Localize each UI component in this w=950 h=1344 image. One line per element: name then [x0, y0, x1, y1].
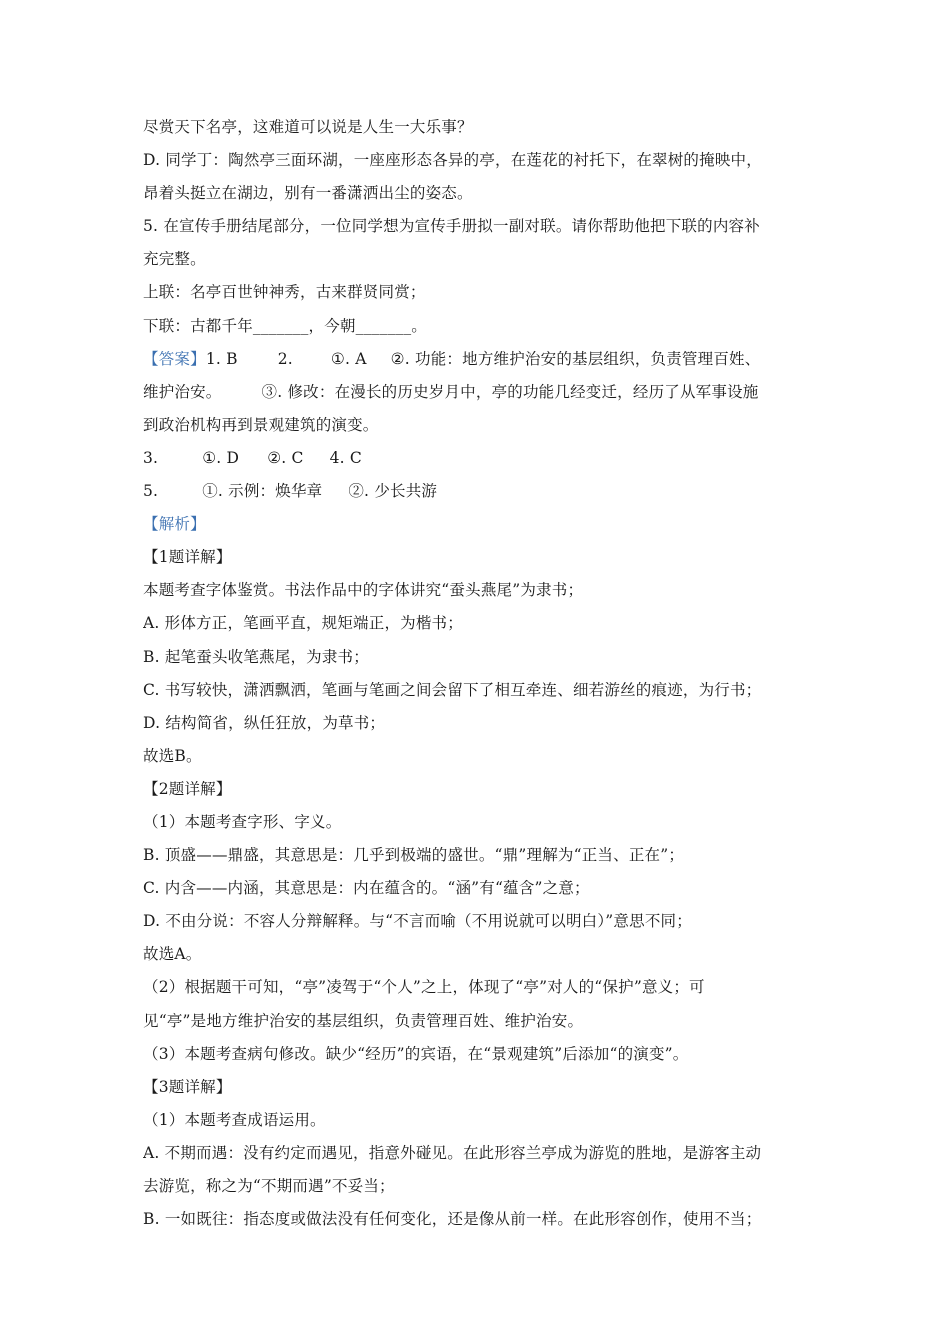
answer-item: ②. 功能：地方维护治安的基层组织，负责管理百姓、	[390, 349, 761, 368]
text-line: 【1题详解】	[143, 548, 232, 567]
answer-item: 2.	[277, 349, 293, 368]
answer-line-1	[143, 343, 813, 376]
analysis-tag: 【解析】	[143, 515, 206, 534]
answer-item: ①. A	[330, 349, 367, 368]
answer-line-3: 到政治机构再到景观建筑的演变。	[143, 415, 379, 434]
text-line: A. 形体方正，笔画平直，规矩端正，为楷书；	[143, 614, 463, 633]
answer-item: ②. C	[267, 448, 304, 467]
text-line: B. 起笔蚕头收笔燕尾，为隶书；	[143, 647, 369, 666]
answer-line-4	[143, 442, 813, 475]
answer-tag: 【答案】	[143, 349, 206, 368]
answer-line-5	[143, 475, 813, 508]
text-line: 见“亭”是地方维护治安的基层组织，负责管理百姓、维护治安。	[143, 1011, 584, 1030]
answer-item: 维护治安。	[143, 382, 222, 401]
text-line: 5. 在宣传手册结尾部分，一位同学想为宣传手册拟一副对联。请你帮助他把下联的内容补	[143, 217, 760, 236]
answer-item: ①. D	[202, 448, 240, 467]
text-line: 本题考查字体鉴赏。书法作品中的字体讲究“蚕头燕尾”为隶书；	[143, 581, 584, 600]
text-line: D. 同学丁：陶然亭三面环湖，一座座形态各异的亭，在莲花的衬托下，在翠树的掩映中，	[143, 151, 762, 170]
text-line: （1）本题考查字形、字义。	[143, 812, 342, 831]
answer-item: 5.	[143, 482, 159, 501]
text-line: C. 书写较快，潇洒飘洒，笔画与笔画之间会留下了相互牵连、细若游丝的痕迹，为行书；	[143, 680, 762, 699]
answer-item: 3.	[143, 448, 159, 467]
text-line: （3）本题考查病句修改。缺少“经历”的宾语，在“景观建筑”后添加“的演变”。	[143, 1044, 689, 1063]
text-line: D. 不由分说：不容人分辩解释。与“不言而喻（不用说就可以明白）”意思不同；	[143, 912, 692, 931]
text-line: A. 不期而遇：没有约定而遇见，指意外碰见。在此形容兰亭成为游览的胜地，是游客主动	[143, 1143, 762, 1162]
answer-item: ①. 示例：焕华章	[202, 482, 323, 501]
text-line: 尽赏天下名亭，这难道可以说是人生一大乐事？	[143, 118, 473, 136]
text-line: C. 内含——内涵，其意思是：内在蕴含的。“涵”有“蕴含”之意；	[143, 879, 590, 898]
text-line: B. 一如既往：指态度或做法没有任何变化，还是像从前一样。在此形容创作，使用不当；	[143, 1210, 762, 1229]
answer-item: ③. 修改：在漫长的历史岁月中，亭的功能几经变迁，经历了从军事设施	[261, 382, 759, 401]
text-line: （1）本题考查成语运用。	[143, 1110, 326, 1129]
text-line: 【2题详解】	[143, 779, 232, 798]
answer-item: 1. B	[205, 349, 238, 368]
text-line: 上联：名亭百世钟神秀，古来群贤同赏；	[143, 283, 426, 302]
text-line: 故选A。	[143, 945, 202, 964]
text-line: B. 顶盛——鼎盛，其意思是：几乎到极端的盛世。“鼎”理解为“正当、正在”；	[143, 846, 685, 865]
answer-line-2	[143, 376, 813, 409]
text-line: D. 结构简省，纵任狂放，为草书；	[143, 713, 386, 732]
answer-item: ②. 少长共游	[348, 482, 438, 501]
text-line: 去游览，称之为“不期而遇”不妥当；	[143, 1177, 395, 1195]
text-line: 充完整。	[143, 250, 206, 269]
analysis-heading	[143, 508, 813, 541]
text-line: 【3题详解】	[143, 1077, 232, 1096]
text-line: 故选B。	[143, 746, 202, 765]
text-line: （2）根据题干可知，“亭”凌驾于“个人”之上，体现了“亭”对人的“保护”意义；可	[143, 978, 705, 997]
text-line: 下联：古都千年_______，今朝_______。	[143, 316, 428, 335]
page-content	[143, 111, 813, 1236]
answer-item: 4. C	[329, 448, 362, 467]
text-line: 昂着头挺立在湖边，别有一番潇洒出尘的姿态。	[143, 184, 473, 203]
